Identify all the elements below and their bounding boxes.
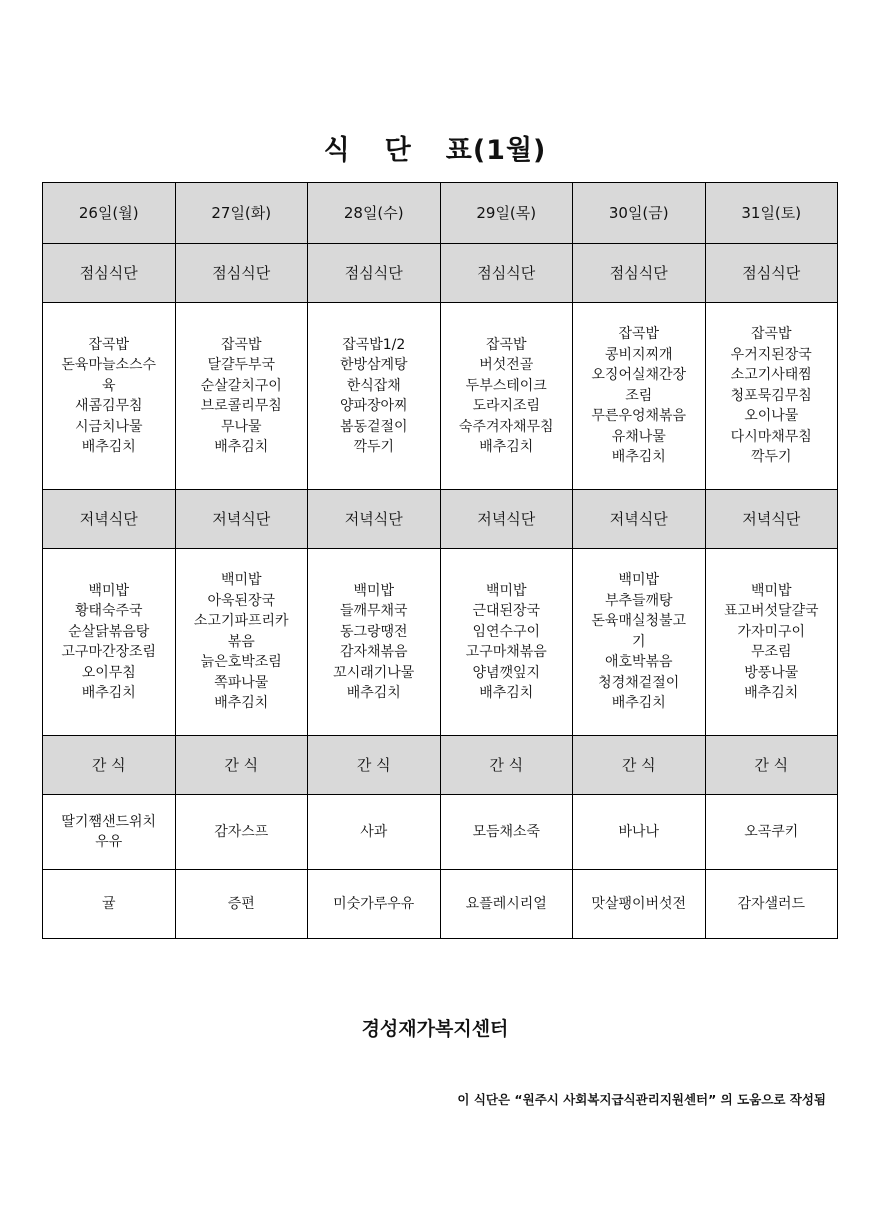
menu-item: 다시마채무침 xyxy=(730,428,812,445)
menu-item: 오징어실채간장 xyxy=(591,367,687,384)
menu-item: 도라지조림 xyxy=(472,398,541,414)
snack-label: 간 식 xyxy=(175,736,308,795)
menu-item: 오곡쿠키 xyxy=(744,823,799,840)
dinner-menu-cell xyxy=(175,549,308,736)
menu-item: 유채나물 xyxy=(611,428,666,445)
menu-item: 잡곡밥 xyxy=(485,336,527,353)
menu-item: 달걀두부국 xyxy=(207,357,276,373)
menu-item: 잡곡밥 xyxy=(618,326,660,343)
snack-item-cell: 증편 xyxy=(175,870,308,939)
menu-item: 근대된장국 xyxy=(472,603,541,619)
snack-label: 간 식 xyxy=(573,736,706,795)
menu-item: 깍두기 xyxy=(353,439,395,455)
menu-item: 두부스테이크 xyxy=(465,377,547,394)
dinner-label: 저녁식단 xyxy=(43,490,176,549)
menu-item: 표고버섯달걀국 xyxy=(723,603,819,619)
dinner-label: 저녁식단 xyxy=(705,490,838,549)
menu-item: 오이나물 xyxy=(744,408,799,425)
dinner-label: 저녁식단 xyxy=(175,490,308,549)
menu-item: 백미밥 xyxy=(88,582,130,599)
menu-item: 청경채겉절이 xyxy=(598,674,680,691)
menu-item: 백미밥 xyxy=(750,582,792,599)
day-cell: 30일(금) xyxy=(573,183,706,244)
menu-item: 순살갈치구이 xyxy=(200,377,282,394)
menu-item: 한식잡채 xyxy=(346,377,401,394)
menu-item: 시금치나물 xyxy=(74,418,143,435)
menu-item: 배추김치 xyxy=(214,439,269,455)
snack-item-cell: 맛살팽이버섯전 xyxy=(573,870,706,939)
menu-item: 배추김치 xyxy=(744,685,799,701)
dinner-menu-cell xyxy=(573,549,706,736)
snack-item-cell: 요플레시리얼 xyxy=(440,870,573,939)
menu-item: 감자채볶음 xyxy=(339,644,408,660)
menu-item: 우유 xyxy=(95,834,123,850)
dinner-menu-cell xyxy=(43,549,176,736)
lunch-menu-cell xyxy=(440,303,573,490)
title-part-2: 단 xyxy=(384,135,412,166)
menu-item: 잡곡밥 xyxy=(220,336,262,353)
menu-table xyxy=(42,182,838,939)
menu-item: 우거지된장국 xyxy=(730,346,812,363)
snack-menu-row-2 xyxy=(43,870,838,939)
dinner-label-row xyxy=(43,490,838,549)
menu-item: 바나나 xyxy=(618,823,660,840)
menu-item: 배추김치 xyxy=(346,685,401,701)
menu-item: 배추김치 xyxy=(81,439,136,455)
lunch-menu-cell xyxy=(573,303,706,490)
menu-item: 무나물 xyxy=(220,418,262,435)
day-cell: 27일(화) xyxy=(175,183,308,244)
menu-item: 육 xyxy=(101,377,116,394)
snack-label: 간 식 xyxy=(705,736,838,795)
dinner-menu-cell xyxy=(308,549,441,736)
day-cell: 28일(수) xyxy=(308,183,441,244)
menu-item: 오이무침 xyxy=(81,664,136,681)
menu-item: 고구마채볶음 xyxy=(465,644,547,660)
day-header-row xyxy=(43,183,838,244)
menu-item: 감자스프 xyxy=(214,823,269,840)
menu-item: 임연수구이 xyxy=(472,623,541,640)
menu-item: 꼬시래기나물 xyxy=(333,664,415,681)
menu-item: 버섯전골 xyxy=(479,357,534,373)
lunch-label: 점심식단 xyxy=(705,244,838,303)
lunch-label: 점심식단 xyxy=(175,244,308,303)
menu-item: 양파장아찌 xyxy=(339,398,408,414)
dinner-menu-cell xyxy=(705,549,838,736)
menu-item: 방풍나물 xyxy=(744,664,799,681)
dinner-menu-cell xyxy=(440,549,573,736)
footnote: 이 식단은 “원주시 사회복지급식관리지원센터” 의 도움으로 작성됨 xyxy=(457,1092,826,1107)
snack-label: 간 식 xyxy=(440,736,573,795)
lunch-menu-cell xyxy=(705,303,838,490)
menu-item: 돈육마늘소스수 xyxy=(61,357,157,373)
menu-item: 아욱된장국 xyxy=(207,592,276,609)
menu-item: 숙주겨자채무침 xyxy=(458,418,554,435)
lunch-label: 점심식단 xyxy=(440,244,573,303)
menu-item: 배추김치 xyxy=(81,685,136,701)
menu-item: 부추들깨탕 xyxy=(604,592,673,609)
menu-item: 애호박볶음 xyxy=(604,654,673,671)
snack-label-row xyxy=(43,736,838,795)
lunch-menu-cell xyxy=(308,303,441,490)
menu-item: 한방삼계탕 xyxy=(339,357,408,373)
lunch-label: 점심식단 xyxy=(43,244,176,303)
dinner-label: 저녁식단 xyxy=(573,490,706,549)
dinner-label: 저녁식단 xyxy=(440,490,573,549)
menu-item: 소고기사태찜 xyxy=(730,367,812,384)
menu-item: 사과 xyxy=(360,823,388,840)
menu-item: 기 xyxy=(631,633,646,650)
title-part-3: 표(1월) xyxy=(445,135,547,166)
lunch-menu-cell xyxy=(175,303,308,490)
day-cell: 26일(월) xyxy=(43,183,176,244)
menu-item: 조림 xyxy=(625,387,653,404)
snack-item-cell: 미숫가루우유 xyxy=(308,870,441,939)
menu-item: 청포묵김무침 xyxy=(730,387,812,404)
menu-item: 돈육매실청불고 xyxy=(591,613,687,630)
snack-menu-row-1 xyxy=(43,795,838,870)
menu-item: 소고기파프리카 xyxy=(193,613,289,630)
day-cell: 31일(토) xyxy=(705,183,838,244)
menu-item: 배추김치 xyxy=(611,449,666,466)
menu-item: 백미밥 xyxy=(485,582,527,599)
snack-item-cell xyxy=(43,795,176,870)
snack-label: 간 식 xyxy=(308,736,441,795)
snack-item-cell: 귤 xyxy=(43,870,176,939)
menu-item: 배추김치 xyxy=(479,685,534,701)
snack-item-cell xyxy=(573,795,706,870)
menu-item: 배추김치 xyxy=(479,439,534,455)
menu-item: 봄동겉절이 xyxy=(339,418,408,435)
snack-item-cell xyxy=(175,795,308,870)
lunch-label: 점심식단 xyxy=(573,244,706,303)
menu-item: 늙은호박조림 xyxy=(200,654,282,671)
menu-item: 딸기쨈샌드위치 xyxy=(61,813,157,830)
menu-item: 백미밥 xyxy=(220,572,262,589)
menu-item: 쪽파나물 xyxy=(214,674,269,691)
menu-item: 배추김치 xyxy=(214,695,269,712)
menu-item: 무조림 xyxy=(750,644,792,660)
snack-label: 간 식 xyxy=(43,736,176,795)
menu-item: 고구마간장조림 xyxy=(61,644,157,660)
dinner-label: 저녁식단 xyxy=(308,490,441,549)
menu-item: 콩비지찌개 xyxy=(604,346,673,363)
menu-item: 순살닭볶음탕 xyxy=(68,623,150,640)
lunch-menu-row xyxy=(43,303,838,490)
menu-item: 모듬채소죽 xyxy=(472,823,541,840)
menu-item: 양념깻잎지 xyxy=(472,664,541,681)
menu-item: 황태숙주국 xyxy=(74,603,143,619)
menu-item: 볶음 xyxy=(227,633,255,650)
menu-item: 백미밥 xyxy=(353,582,395,599)
lunch-label: 점심식단 xyxy=(308,244,441,303)
center-name: 경성재가복지센터 xyxy=(361,1018,509,1040)
menu-item: 잡곡밥1/2 xyxy=(342,336,406,353)
title-part-1: 식 xyxy=(323,135,351,166)
page-title xyxy=(0,128,870,167)
menu-item: 깍두기 xyxy=(750,449,792,466)
snack-item-cell xyxy=(308,795,441,870)
snack-item-cell xyxy=(440,795,573,870)
lunch-label-row xyxy=(43,244,838,303)
menu-item: 잡곡밥 xyxy=(88,336,130,353)
menu-item: 배추김치 xyxy=(611,695,666,712)
menu-item: 백미밥 xyxy=(618,572,660,589)
menu-item: 새콤김무침 xyxy=(74,398,143,414)
snack-item-cell xyxy=(705,795,838,870)
menu-item: 들깨무채국 xyxy=(339,603,408,619)
snack-item-cell: 감자샐러드 xyxy=(705,870,838,939)
menu-item: 가자미구이 xyxy=(737,623,806,640)
day-cell: 29일(목) xyxy=(440,183,573,244)
menu-item: 브로콜리무침 xyxy=(200,398,282,414)
menu-item: 무른우엉채볶음 xyxy=(591,408,687,425)
dinner-menu-row xyxy=(43,549,838,736)
menu-item: 잡곡밥 xyxy=(750,326,792,343)
lunch-menu-cell xyxy=(43,303,176,490)
menu-item: 동그랑땡전 xyxy=(339,623,408,640)
